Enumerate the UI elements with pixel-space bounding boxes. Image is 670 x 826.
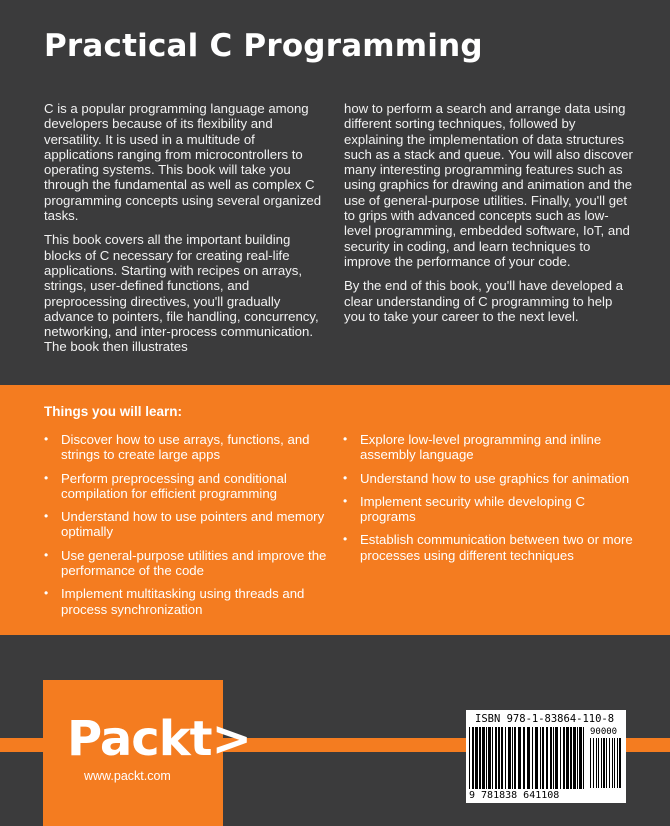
description-paragraph: how to perform a search and arrange data using different sorting techniques, followed by explaining the implementation of data structures such as a stack and queue. You will also discover many interesting programming features such as using graphics for drawing and animation and the use of general-purpose utilities. Finally, you'll get to grips with advanced concepts such as low-level programming, embedded software, IoT, and security in coding, and learn techniques to improve the performance of your code. bbox=[344, 101, 633, 269]
barcode-bar bbox=[566, 727, 569, 789]
isbn-label: ISBN 978-1-83864-110-8 bbox=[475, 713, 615, 725]
barcode-bar bbox=[563, 727, 565, 789]
barcode-bar bbox=[505, 727, 506, 789]
barcode-bar bbox=[606, 738, 607, 788]
barcode-bar bbox=[590, 738, 591, 788]
barcode-bar bbox=[527, 727, 530, 789]
barcode-bar bbox=[553, 727, 554, 789]
barcode-bar bbox=[601, 738, 602, 788]
book-title: Practical C Programming bbox=[44, 28, 483, 64]
bullet-icon: • bbox=[44, 547, 49, 562]
description-right-column bbox=[344, 101, 634, 333]
barcode-bar bbox=[550, 727, 552, 789]
description-left-column bbox=[44, 101, 324, 364]
barcode-bar bbox=[612, 738, 613, 788]
bullet-icon: • bbox=[343, 470, 348, 485]
barcode-bar bbox=[486, 727, 487, 789]
barcode-bar bbox=[609, 738, 610, 788]
barcode-bar bbox=[514, 727, 516, 789]
barcode-bar bbox=[540, 727, 541, 789]
bullet-icon: • bbox=[44, 509, 49, 524]
barcode-bar bbox=[617, 738, 618, 788]
list-item: • Understand how to use graphics for animation bbox=[343, 470, 630, 486]
barcode-addon-digits: 90000 bbox=[590, 727, 618, 737]
barcode-bar bbox=[469, 727, 470, 789]
description-paragraph: This book covers all the important building blocks of C necessary for creating real-life applications. Starting with recipes on arrays, strings, user-defined functions, and preprocessing directives, you'll gradually advance to pointers, file handling, concurrency, networking, and inter-process communication. The book then illustrates bbox=[44, 232, 319, 355]
barcode-bar bbox=[532, 727, 533, 789]
barcode-bar bbox=[479, 727, 481, 789]
barcode-bar bbox=[546, 727, 548, 789]
bullet-icon: • bbox=[44, 470, 49, 485]
list-item: • Implement security while developing C programs bbox=[343, 493, 586, 525]
learn-list-left bbox=[44, 432, 329, 625]
barcode-bars bbox=[469, 727, 587, 791]
barcode-bar bbox=[560, 727, 561, 789]
bullet-icon: • bbox=[44, 586, 49, 601]
learn-heading: Things you will learn: bbox=[44, 404, 183, 419]
barcode-bar bbox=[482, 727, 485, 789]
list-item: • Explore low-level programming and inline assembly language bbox=[343, 432, 602, 463]
publisher-url: www.packt.com bbox=[84, 769, 171, 783]
list-item: • Understand how to use pointers and memory optimally bbox=[44, 509, 325, 540]
publisher-logo: Packt> bbox=[67, 711, 251, 767]
barcode-bar bbox=[518, 727, 521, 789]
barcode-bar bbox=[593, 738, 594, 788]
barcode-bar bbox=[603, 738, 605, 788]
list-item: • Use general-purpose utilities and improve the performance of the code bbox=[44, 547, 327, 579]
barcode-bar bbox=[596, 738, 597, 788]
barcode-bar bbox=[495, 727, 497, 789]
barcode-bar bbox=[488, 727, 491, 789]
list-item: • Discover how to use arrays, functions, and strings to create large apps bbox=[44, 432, 310, 463]
list-item: • Establish communication between two or more processes using different techniques bbox=[343, 532, 633, 563]
barcode-bar bbox=[492, 727, 493, 789]
barcode-bar bbox=[523, 727, 525, 789]
barcode-bar bbox=[614, 738, 615, 788]
barcode-bar bbox=[598, 738, 599, 788]
barcode-bar bbox=[583, 727, 584, 789]
bullet-icon: • bbox=[343, 532, 348, 547]
barcode-bar bbox=[570, 727, 572, 789]
learn-list-right bbox=[343, 432, 633, 571]
barcode-bar bbox=[472, 727, 474, 789]
barcode-bar bbox=[542, 727, 544, 789]
barcode-bar bbox=[501, 727, 503, 789]
list-item: • Perform preprocessing and conditional compilation for efficient programming bbox=[44, 470, 287, 501]
barcode-bar bbox=[508, 727, 511, 789]
barcode-bar bbox=[573, 727, 576, 789]
description-paragraph: C is a popular programming language among developers because of its flexibility and versatility. It is used in a multitude of applications ranging from microcontrollers to operating systems. This book will take you through the fundamental as well as complex C programming concepts using several organized tasks. bbox=[44, 101, 322, 224]
publisher-logo-box bbox=[43, 680, 251, 826]
barcode-bar bbox=[475, 727, 478, 789]
barcode-bar bbox=[579, 727, 582, 789]
description-paragraph: By the end of this book, you'll have developed a clear understanding of C programming to help you to take your career to the next level. bbox=[344, 278, 623, 324]
bullet-icon: • bbox=[343, 432, 348, 446]
barcode-addon-bars bbox=[590, 738, 624, 788]
barcode-bar bbox=[535, 727, 538, 789]
barcode bbox=[466, 710, 626, 803]
ean-digits: 9 781838 641108 bbox=[469, 790, 560, 801]
bullet-icon: • bbox=[44, 432, 49, 446]
bullet-icon: • bbox=[343, 493, 348, 508]
barcode-bar bbox=[619, 738, 621, 788]
list-item: • Implement multitasking using threads and process synchronization bbox=[44, 586, 305, 617]
barcode-bar bbox=[512, 727, 513, 789]
barcode-bar bbox=[577, 727, 578, 789]
barcode-bar bbox=[498, 727, 500, 789]
barcode-bar bbox=[555, 727, 558, 789]
